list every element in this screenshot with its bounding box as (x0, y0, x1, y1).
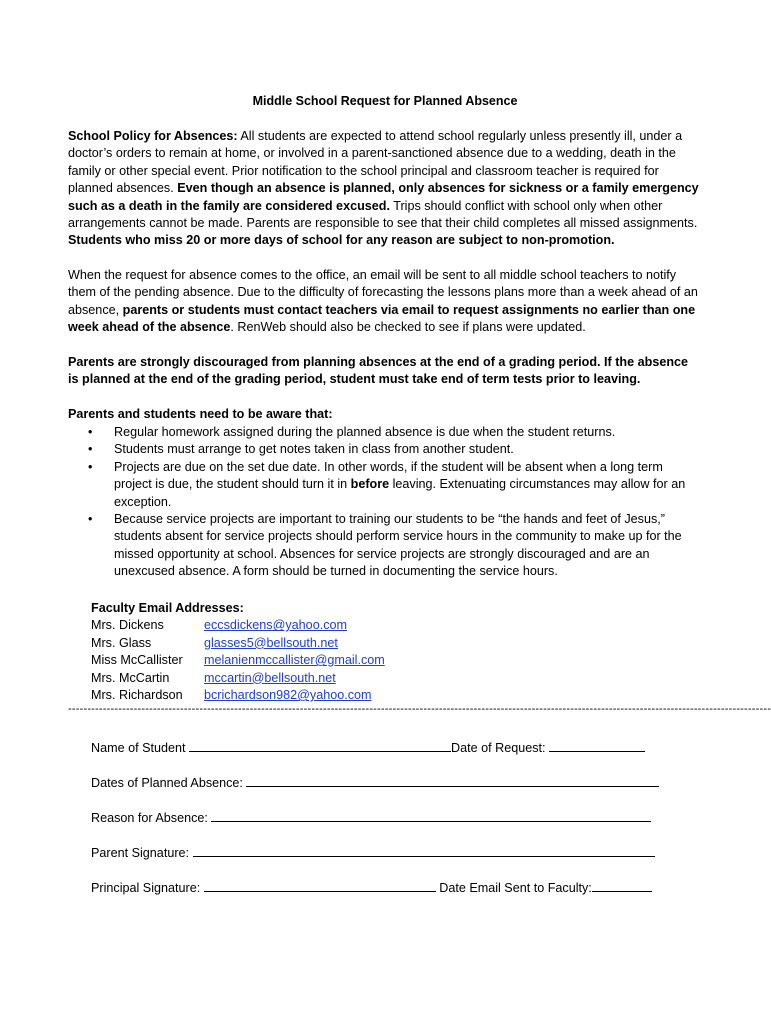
bullet-item-notes (68, 441, 700, 458)
policy-text-2: Trips should conflict with school only when other arrangements cannot be made. Parents are responsible to see that their child completes all missed assignments. (68, 198, 698, 231)
bullet-icon: • (88, 442, 93, 457)
bullet-icon: • (88, 425, 93, 439)
date-request-label: Date of Request: (451, 741, 550, 755)
bullet-item-homework (68, 424, 700, 441)
email-sent-date-field[interactable] (592, 879, 652, 892)
student-name-row (91, 739, 645, 755)
faculty-email-link[interactable]: glasses5@bellsouth.net (204, 635, 338, 650)
student-name-label: Name of Student (91, 741, 190, 755)
bullet-text: Because service projects are important to training our students to be “the hands and feet of Jesus,” students absent for service projects should perform service hours in the community to make up for the missed opportunity at school. Absences for service projects are strongly discouraged and are an unexcused absence. A form should be turned in documenting the service hours. (114, 512, 682, 579)
reason-row (91, 809, 651, 825)
discouraged-paragraph: Parents are strongly discouraged from planning absences at the end of a grading period. If the absence is planned at the end of the grading period, student must take end of term tests prior to leaving. (68, 355, 689, 387)
policy-bold-1: Even though an absence is planned, only absences for sickness or a family emergency such as a death in the family are considered excused. (68, 181, 699, 213)
faculty-heading: Faculty Email Addresses: (91, 601, 244, 615)
reason-label: Reason for Absence: (91, 811, 212, 825)
request-text-1: When the request for absence comes to the office, an email will be sent to all middle school teachers to notify them of the pending absence. Due to the difficulty of forecasting the lessons plans more than a week ahead of an absence, (68, 268, 698, 317)
faculty-email-link[interactable]: bcrichardson982@yahoo.com (204, 688, 372, 703)
policy-bold-2: Students who miss 20 or more days of school for any reason are subject to non-promotion. (68, 233, 615, 248)
bullet-text: Students must arrange to get notes taken in class from another student. (114, 442, 514, 457)
faculty-row (91, 635, 385, 652)
request-text-2: . RenWeb should also be checked to see if plans were updated. (230, 320, 586, 335)
policy-text-1: All students are expected to attend school regularly unless presently ill, under a doctor’s orders to remain at home, or involved in a parent-sanctioned absence due to a wedding, death in the family or other special event. Prior notification to the school principal and classroom teacher is required for planned absences. (68, 129, 683, 196)
faculty-row (91, 617, 385, 634)
bullet-item-service (68, 511, 700, 581)
parent-signature-label: Parent Signature: (91, 846, 193, 860)
principal-signature-row (91, 879, 652, 895)
faculty-name: Mrs. Dickens (91, 618, 164, 633)
reason-field[interactable] (211, 809, 651, 822)
page-title: Middle School Request for Planned Absence (252, 94, 518, 108)
aware-bullet-list (68, 424, 700, 581)
faculty-name: Mrs. Glass (91, 635, 152, 650)
planned-dates-label: Dates of Planned Absence: (91, 776, 247, 790)
date-request-field[interactable] (549, 739, 645, 752)
request-bold-1: parents or students must contact teachers via email to request assignments no earlier than one week ahead of the absence (68, 302, 696, 335)
faculty-name: Miss McCallister (91, 653, 183, 668)
bullet-text: Regular homework assigned during the planned absence is due when the student returns. (114, 425, 616, 439)
bullet-icon: • (88, 512, 93, 527)
email-sent-label: Date Email Sent to Faculty: (435, 881, 592, 895)
faculty-email-section (91, 600, 385, 704)
faculty-row (91, 652, 385, 669)
request-paragraph (68, 267, 700, 337)
student-name-field[interactable] (189, 739, 451, 752)
principal-signature-field[interactable] (204, 879, 436, 892)
policy-paragraph (68, 128, 700, 250)
aware-heading: Parents and students need to be aware that: (68, 407, 333, 421)
bullet-text: leaving. Extenuating circumstances may allow for an exception. (114, 477, 686, 509)
planned-dates-field[interactable] (246, 774, 659, 787)
faculty-row (91, 687, 385, 704)
bullet-item-projects (68, 459, 700, 511)
faculty-name: Mrs. McCartin (91, 670, 170, 685)
faculty-email-link[interactable]: mccartin@bellsouth.net (204, 670, 336, 685)
faculty-email-link[interactable]: eccsdickens@yahoo.com (204, 618, 347, 633)
parent-signature-row (91, 844, 655, 860)
bullet-bold-text: before (350, 477, 390, 492)
planned-dates-row (91, 774, 659, 790)
bullet-icon: • (88, 459, 93, 474)
faculty-name: Mrs. Richardson (91, 688, 183, 703)
parent-signature-field[interactable] (193, 844, 655, 857)
faculty-email-link[interactable]: melanienmccallister@gmail.com (204, 653, 385, 668)
principal-signature-label: Principal Signature: (91, 881, 204, 895)
policy-label: School Policy for Absences: (68, 129, 238, 143)
bullet-text: Projects are due on the set due date. In other words, if the student will be absent when a long term project is due, the student should turn it in (114, 459, 663, 492)
cut-line-divider: -------------------------------------------------------------------------------------------------------------------------------------------------------------------------------------- (68, 703, 771, 715)
faculty-row (91, 670, 385, 687)
